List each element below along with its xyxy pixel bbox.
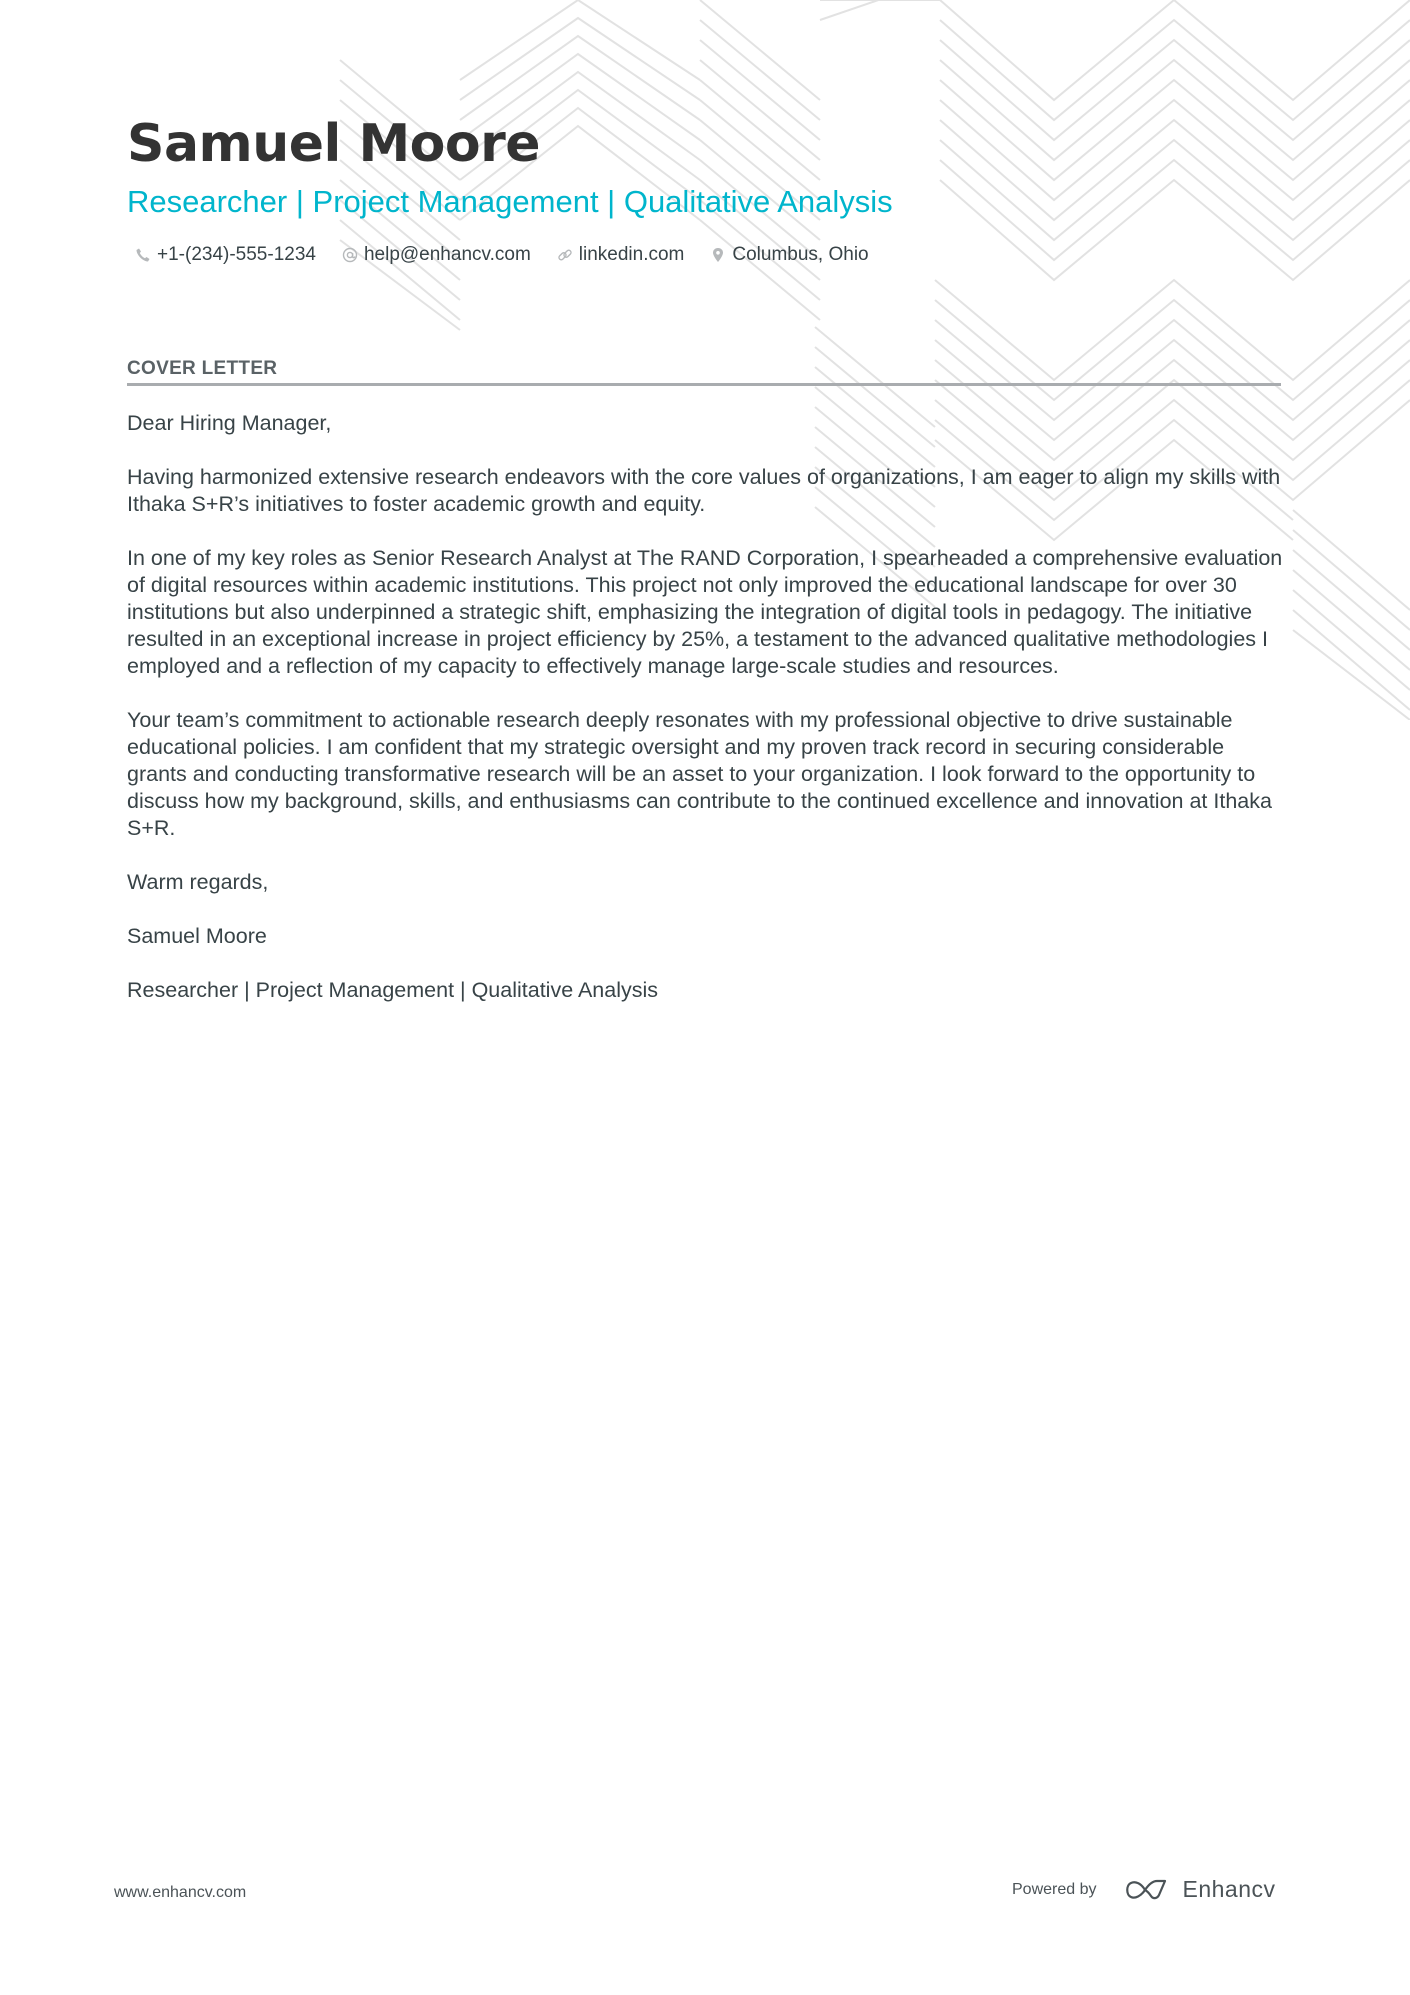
contact-bar [135, 244, 895, 266]
link-icon [557, 247, 573, 263]
candidate-name: Samuel Moore [127, 114, 541, 174]
email-address: help@enhancv.com [363, 244, 531, 265]
letter-body [127, 410, 1287, 1031]
footer-brand[interactable] [1012, 1876, 1276, 1903]
salutation: Dear Hiring Manager, [127, 411, 332, 435]
contact-location [710, 244, 868, 266]
paragraph-intro: Having harmonized extensive research endeavors with the core values of organizations, I am eager to align my skills with Ithaka S+R’s initiatives to foster academic growth and equity. [127, 465, 1281, 516]
candidate-title: Researcher | Project Management | Qualitative Analysis [127, 184, 893, 219]
signature-name: Samuel Moore [127, 924, 267, 948]
contact-linkedin[interactable] [557, 244, 685, 266]
email-icon [342, 247, 358, 263]
contact-email[interactable] [342, 244, 531, 266]
location-icon [710, 247, 726, 263]
linkedin-url: linkedin.com [578, 244, 685, 265]
contact-phone[interactable] [135, 244, 316, 266]
closing-phrase: Warm regards, [127, 870, 269, 894]
phone-icon [135, 247, 151, 263]
enhancv-logo-icon [1123, 1877, 1171, 1903]
paragraph-closing: Your team’s commitment to actionable research deeply resonates with my professional objective to drive sustainable educational policies. I am confident that my strategic oversight and my proven track record in securing considerable grants and conducting transformative research will be an asset to your organization. I look forward to the opportunity to discuss how my background, skills, and enthusiasms can contribute to the continued excellence and innovation at Ithaka S+R. [127, 708, 1272, 840]
signature-title: Researcher | Project Management | Qualitative Analysis [127, 978, 659, 1002]
section-divider [127, 383, 1281, 386]
powered-by-label: Powered by [1012, 1880, 1097, 1898]
location-text: Columbus, Ohio [732, 244, 869, 265]
paragraph-experience: In one of my key roles as Senior Research Analyst at The RAND Corporation, I spearheaded a comprehensive evaluation of digital resources within academic institutions. This project not only improved the educational landscape for over 30 institutions but also underpinned a strategic shift, emphasizing the integration of digital tools in pedagogy. The initiative resulted in an exceptional increase in project efficiency by 25%, a testament to the advanced qualitative methodologies I employed and a reflection of my capacity to effectively manage large-scale studies and resources. [127, 546, 1283, 678]
enhancv-logo-wordmark: Enhancv [1182, 1876, 1276, 1902]
footer-website-link[interactable]: www.enhancv.com [114, 1884, 247, 1901]
phone-number: +1-(234)-555-1234 [157, 244, 316, 265]
section-title-cover-letter: COVER LETTER [127, 358, 278, 379]
